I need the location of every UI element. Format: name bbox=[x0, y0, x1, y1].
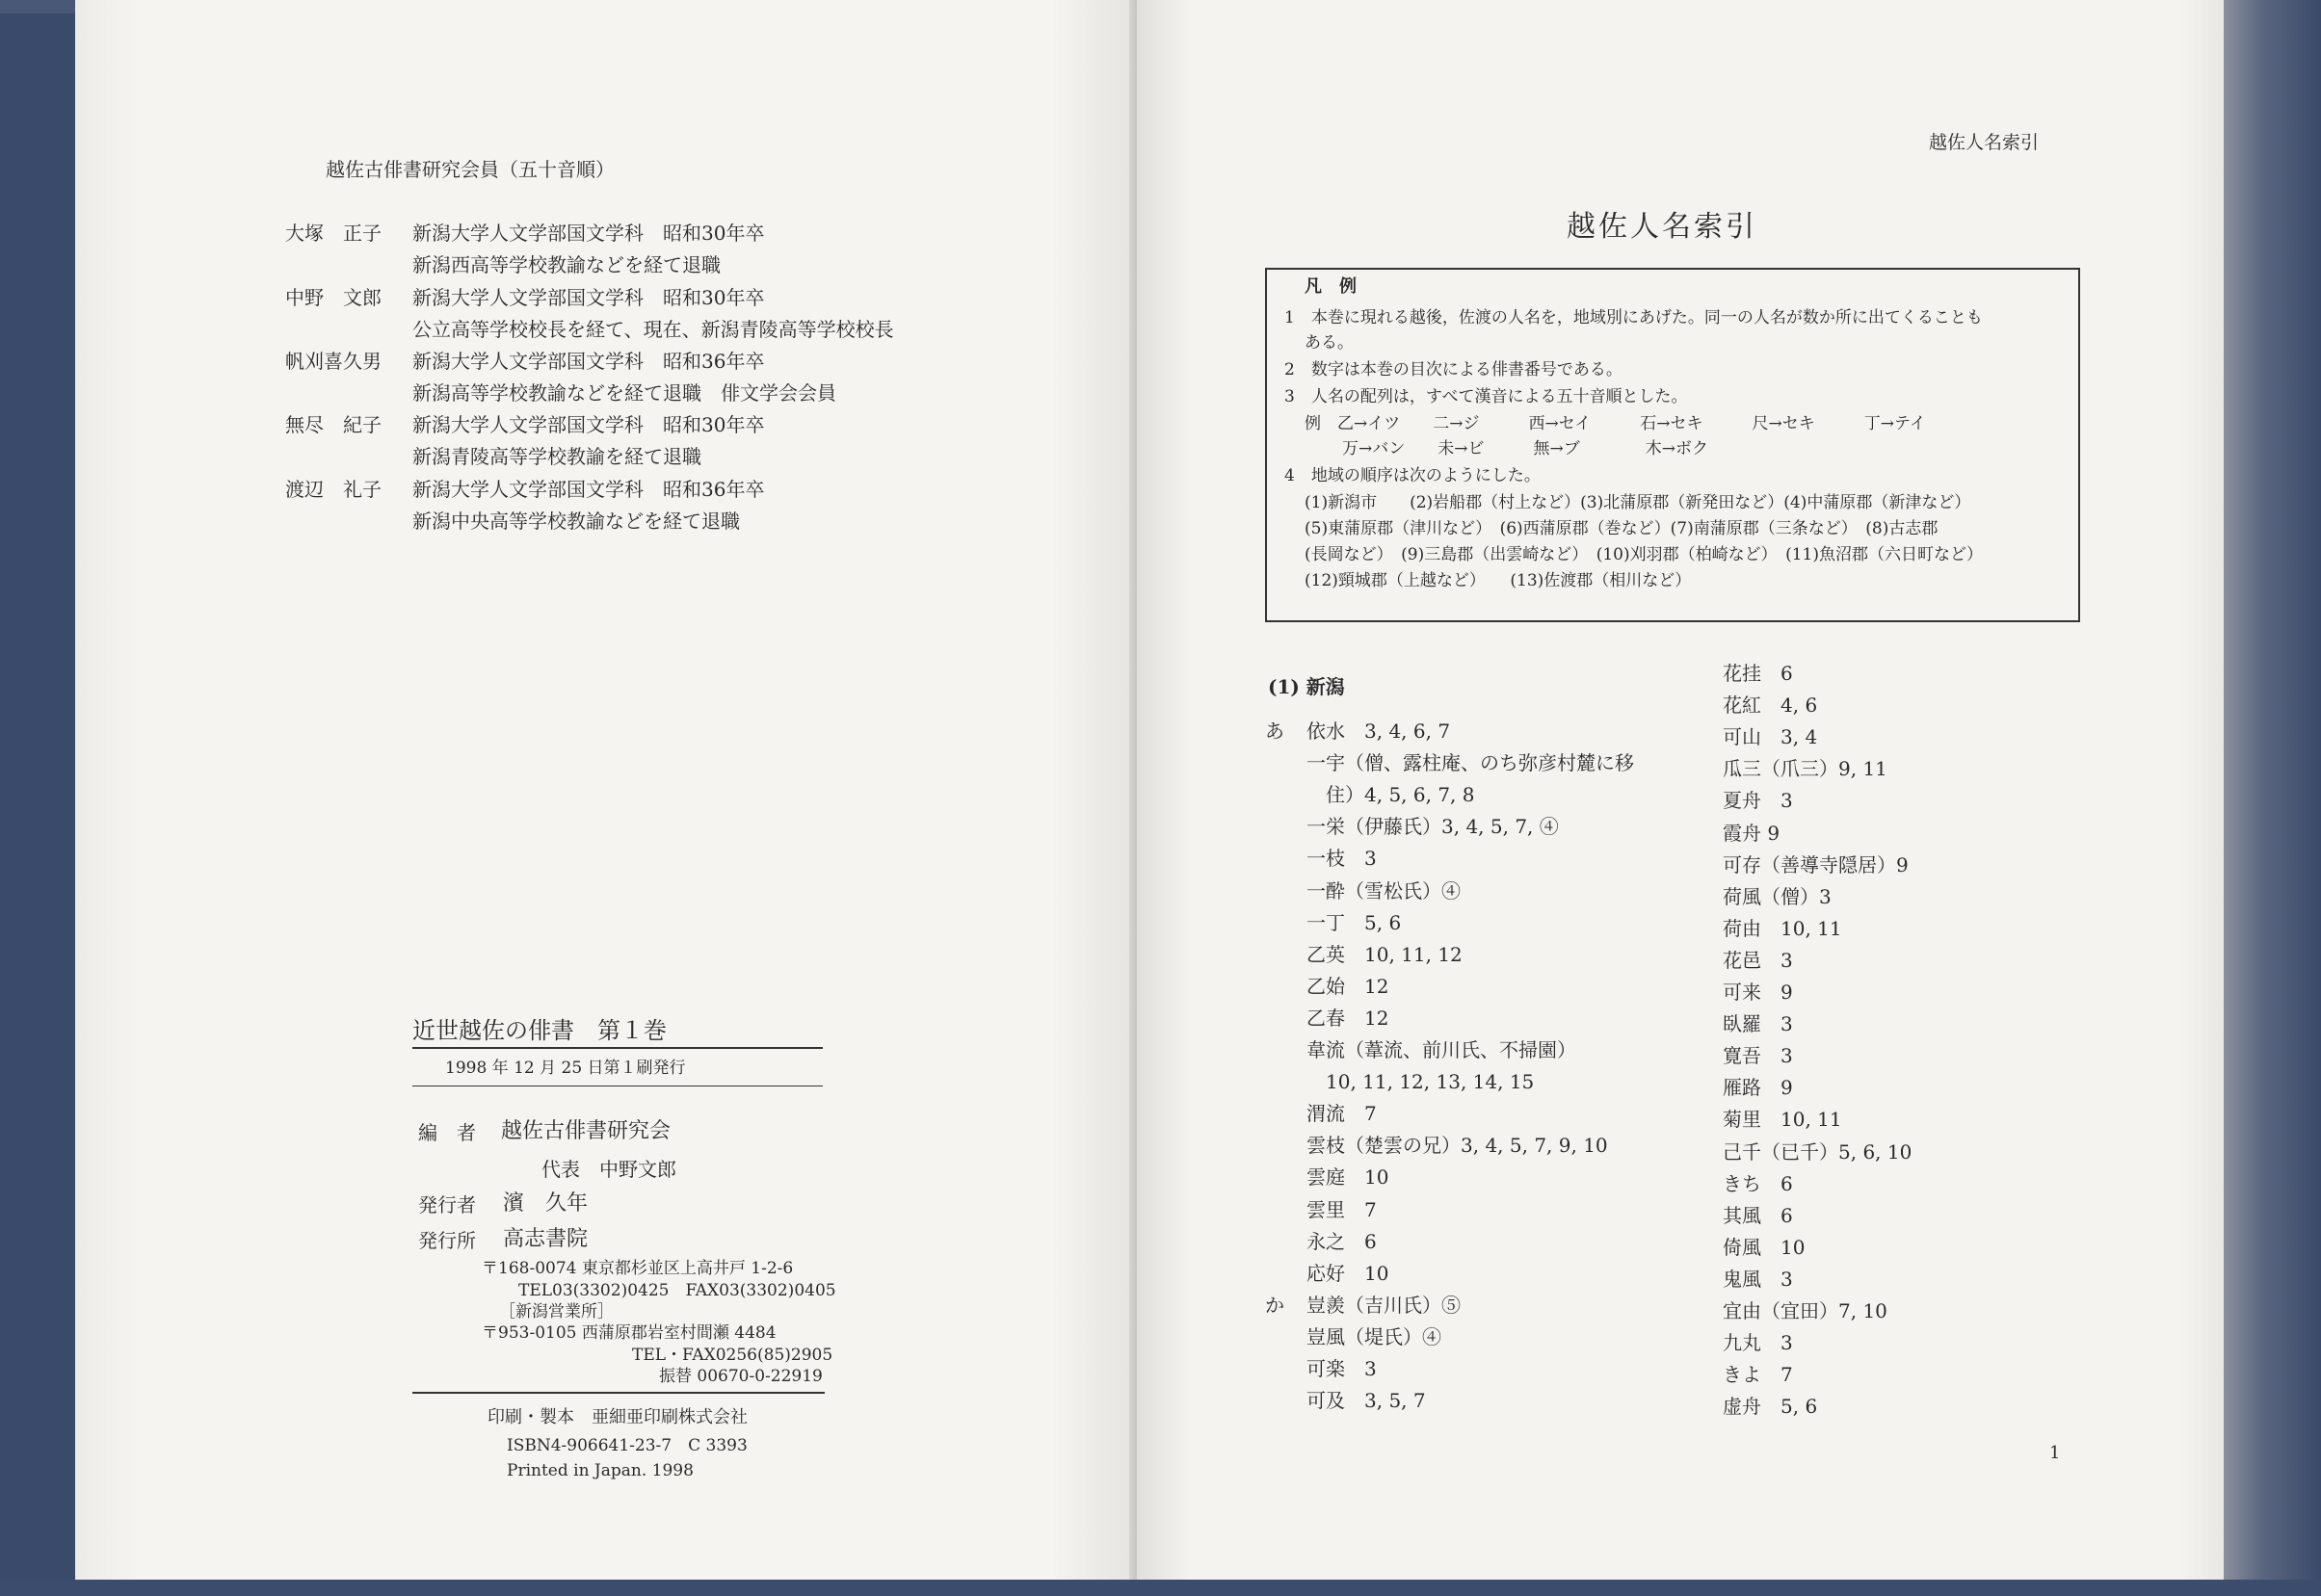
member-line: 新潟大学人文学部国文学科 昭和36年卒 bbox=[412, 350, 765, 373]
note-example: 万→バン 未→ビ 無→ブ 木→ボク bbox=[1342, 439, 1708, 458]
index-entry: 一丁 5, 6 bbox=[1306, 911, 1402, 934]
member-line: 新潟高等学校教諭などを経て退職 俳文学会会員 bbox=[412, 381, 836, 405]
index-entry: 宜由（宜田）7, 10 bbox=[1723, 1299, 1887, 1322]
index-entry: 荷風（僧）3 bbox=[1723, 885, 1832, 908]
colophon-representative: 代表 中野文郎 bbox=[541, 1158, 676, 1181]
index-entry: 可楽 3 bbox=[1306, 1357, 1377, 1380]
colophon-press-label: 発行所 bbox=[418, 1229, 476, 1252]
colophon-address: 〒953-0105 西蒲原郡岩室村間瀬 4484 bbox=[482, 1323, 777, 1343]
index-entry: 一酔（雪松氏）④ bbox=[1306, 879, 1461, 903]
member-line: 新潟大学人文学部国文学科 昭和30年卒 bbox=[412, 286, 765, 309]
background-edge-bottom bbox=[0, 1580, 2321, 1596]
index-entry: 依水 3, 4, 6, 7 bbox=[1306, 720, 1451, 743]
index-entry: 霞舟 9 bbox=[1723, 822, 1780, 845]
index-entry: 花邑 3 bbox=[1723, 949, 1793, 972]
member-name: 中野 文郎 bbox=[285, 286, 382, 309]
colophon-address: TEL03(3302)0425 FAX03(3302)0405 bbox=[518, 1281, 836, 1300]
colophon-editor: 越佐古俳書研究会 bbox=[501, 1119, 672, 1143]
kana-marker: か bbox=[1265, 1294, 1284, 1317]
index-entry: 乙春 12 bbox=[1306, 1007, 1389, 1030]
note-example: 例 乙→イツ 二→ジ 西→セイ 石→セキ 尺→セキ 丁→テイ bbox=[1305, 414, 1926, 433]
index-entry: 応好 10 bbox=[1306, 1262, 1389, 1285]
index-entry: 豈風（堤氏）④ bbox=[1306, 1325, 1441, 1348]
index-entry: 虚舟 5, 6 bbox=[1723, 1395, 1818, 1418]
colophon-editor-label: 編 者 bbox=[418, 1121, 476, 1144]
colophon-address: TEL・FAX0256(85)2905 bbox=[632, 1346, 833, 1365]
note-line: ある。 bbox=[1305, 333, 1354, 353]
index-title: 越佐人名索引 bbox=[1567, 210, 1757, 244]
colophon-issue-date: 1998 年 12 月 25 日第１刷発行 bbox=[445, 1059, 686, 1078]
index-entry: 住）4, 5, 6, 7, 8 bbox=[1306, 783, 1475, 806]
index-entry: 韋流（葦流、前川氏、不掃園） bbox=[1306, 1038, 1576, 1061]
note-line: 1 本巻に現れる越後，佐渡の人名を，地域別にあげた。同一の人名が数か所に出てくることも bbox=[1284, 308, 1983, 327]
colophon-address: 振替 00670-0-22919 bbox=[659, 1367, 823, 1386]
background-edge-right bbox=[2224, 0, 2321, 1585]
colophon-bottom-rule bbox=[412, 1392, 825, 1394]
index-entry: 一栄（伊藤氏）3, 4, 5, 7, ④ bbox=[1306, 815, 1559, 838]
index-entry: 菊里 10, 11 bbox=[1723, 1108, 1842, 1131]
index-entry: 臥羅 3 bbox=[1723, 1012, 1793, 1035]
index-entry: きよ 7 bbox=[1723, 1363, 1793, 1386]
index-entry: 花挂 6 bbox=[1723, 662, 1793, 685]
member-line: 新潟大学人文学部国文学科 昭和36年卒 bbox=[412, 478, 765, 501]
member-line: 新潟大学人文学部国文学科 昭和30年卒 bbox=[412, 222, 765, 245]
index-entry: 可山 3, 4 bbox=[1723, 725, 1818, 748]
index-entry: 一宇（僧、露柱庵、のち弥彦村麓に移 bbox=[1306, 751, 1634, 774]
index-entry: 瓜三（爪三）9, 11 bbox=[1723, 757, 1887, 780]
index-entry: 寛吾 3 bbox=[1723, 1044, 1793, 1067]
index-entry: 渭流 7 bbox=[1306, 1102, 1377, 1125]
notes-heading: 凡 例 bbox=[1305, 276, 1357, 297]
index-entry: 己千（已千）5, 6, 10 bbox=[1723, 1140, 1912, 1164]
region-line: (1)新潟市 (2)岩船郡（村上など）(3)北蒲原郡（新発田など）(4)中蒲原郡（新津など） bbox=[1305, 493, 1971, 512]
index-entry: きち 6 bbox=[1723, 1172, 1793, 1195]
colophon-address: ［新潟営業所］ bbox=[499, 1302, 614, 1321]
index-entry: 乙始 12 bbox=[1306, 975, 1389, 998]
index-entry: 永之 6 bbox=[1306, 1230, 1377, 1253]
member-line: 公立高等学校校長を経て、現在、新潟青陵高等学校校長 bbox=[412, 318, 894, 341]
region-line: (5)東蒲原郡（津川など） (6)西蒲原郡（巻など）(7)南蒲原郡（三条など） (8)古志郡 bbox=[1305, 519, 1939, 538]
region-line: (12)頸城郡（上越など） (13)佐渡郡（相川など） bbox=[1305, 571, 1692, 590]
running-head: 越佐人名索引 bbox=[1929, 132, 2040, 153]
index-entry: 雲庭 10 bbox=[1306, 1165, 1389, 1189]
colophon-publisher-label: 発行者 bbox=[418, 1193, 476, 1217]
colophon-isbn: ISBN4-906641-23-7 C 3393 bbox=[507, 1436, 748, 1455]
member-name: 大塚 正子 bbox=[285, 222, 382, 245]
index-entry: 可来 9 bbox=[1723, 981, 1793, 1004]
index-entry: 夏舟 3 bbox=[1723, 789, 1793, 812]
colophon-address: 〒168-0074 東京都杉並区上高井戸 1-2-6 bbox=[482, 1259, 794, 1278]
member-line: 新潟中央高等学校教諭などを経て退職 bbox=[412, 510, 740, 533]
member-name: 無尽 紀子 bbox=[285, 413, 382, 436]
kana-marker: あ bbox=[1265, 720, 1284, 743]
colophon-printer: 印刷・製本 亜細亜印刷株式会社 bbox=[488, 1407, 748, 1427]
colophon-publisher: 濱 久年 bbox=[503, 1191, 589, 1216]
members-heading: 越佐古俳書研究会員（五十音順） bbox=[326, 158, 615, 181]
section-heading: (1) 新潟 bbox=[1268, 675, 1345, 698]
index-entry: 雲里 7 bbox=[1306, 1198, 1377, 1221]
page-number: 1 bbox=[2049, 1443, 2061, 1463]
index-entry: 雁路 9 bbox=[1723, 1076, 1793, 1099]
index-entry: 雲枝（楚雲の兄）3, 4, 5, 7, 9, 10 bbox=[1306, 1134, 1608, 1157]
member-line: 新潟西高等学校教諭などを経て退職 bbox=[412, 253, 721, 276]
index-entry: 倚風 10 bbox=[1723, 1236, 1806, 1259]
member-line: 新潟大学人文学部国文学科 昭和30年卒 bbox=[412, 413, 765, 436]
region-line: (長岡など） (9)三島郡（出雲崎など） (10)刈羽郡（柏崎など） (11)魚沼郡（六日町など） bbox=[1305, 545, 1984, 564]
index-entry: 豈羨（吉川氏）⑤ bbox=[1306, 1294, 1461, 1317]
index-entry: 一枝 3 bbox=[1306, 847, 1377, 870]
index-entry: 荷由 10, 11 bbox=[1723, 917, 1842, 940]
note-line: 3 人名の配列は，すべて漢音による五十音順とした。 bbox=[1284, 387, 1688, 406]
colophon-press: 高志書院 bbox=[503, 1227, 589, 1251]
index-entry: 可及 3, 5, 7 bbox=[1306, 1389, 1426, 1412]
index-entry: 10, 11, 12, 13, 14, 15 bbox=[1306, 1070, 1535, 1093]
index-entry: 其風 6 bbox=[1723, 1204, 1793, 1227]
index-entry: 鬼風 3 bbox=[1723, 1268, 1793, 1291]
member-line: 新潟青陵高等学校教諭を経て退職 bbox=[412, 445, 701, 468]
member-name: 帆刈喜久男 bbox=[285, 350, 382, 373]
note-line: 2 数字は本巻の目次による俳書番号である。 bbox=[1284, 360, 1622, 379]
note-line: 4 地域の順序は次のようにした。 bbox=[1284, 466, 1541, 485]
index-entry: 乙英 10, 11, 12 bbox=[1306, 943, 1463, 966]
index-entry: 九丸 3 bbox=[1723, 1331, 1793, 1354]
colophon-title-rule bbox=[412, 1047, 823, 1049]
colophon-printed: Printed in Japan. 1998 bbox=[507, 1461, 694, 1480]
member-name: 渡辺 礼子 bbox=[285, 478, 382, 501]
colophon-book-title: 近世越佐の俳書 第１巻 bbox=[412, 1017, 667, 1044]
index-entry: 可存（善導寺隠居）9 bbox=[1723, 853, 1909, 876]
index-entry: 花紅 4, 6 bbox=[1723, 693, 1818, 717]
